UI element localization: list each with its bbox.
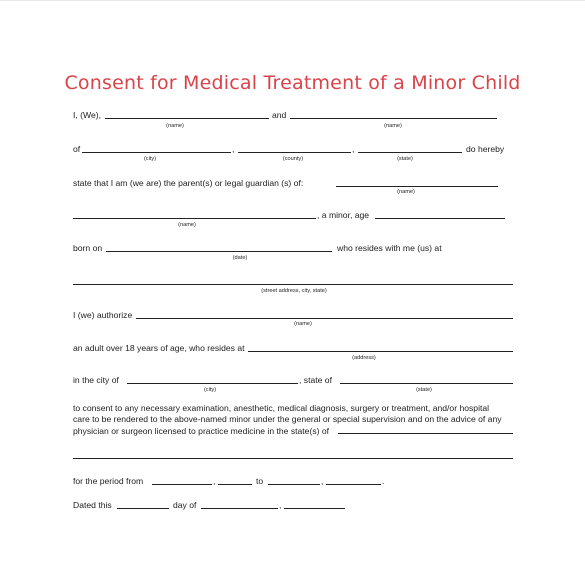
row2-sep2: , (352, 144, 355, 154)
row2-sep1: , (232, 144, 235, 154)
row7-prefix: I (we) authorize (73, 310, 133, 320)
row12-prefix: Dated this (73, 500, 112, 510)
row2-prefix: of (73, 144, 81, 154)
paragraph-line-2: care to be rendered to the above-named minor under the general or special supervision and on the advice of any (73, 414, 502, 425)
row12-sep: , (279, 500, 282, 510)
row11-prefix: for the period from (73, 476, 144, 486)
street-address-line[interactable] (73, 284, 513, 285)
dated-day-line[interactable] (117, 508, 169, 509)
parent1-name-line[interactable] (105, 118, 269, 119)
paragraph-line-1: to consent to any necessary examination, anesthetic, medical diagnosis, surgery or treatment, and/or hospital (73, 403, 490, 413)
authorized-adult-name-line[interactable] (136, 318, 513, 319)
minor-name-line[interactable] (73, 218, 316, 219)
row2-suffix: do hereby (466, 144, 505, 154)
adult-address-line[interactable] (248, 351, 513, 352)
row11-period: . (382, 476, 385, 486)
minor-age-line[interactable] (375, 218, 505, 219)
authorization-paragraph (73, 403, 518, 437)
row1-prefix: I, (We), (73, 110, 102, 120)
row8-prefix: an adult over 18 years of age, who resides at (73, 343, 245, 353)
additional-state-line[interactable] (73, 458, 513, 459)
row12-mid: day of (173, 500, 197, 510)
period-to-line[interactable] (268, 484, 320, 485)
period-from-line[interactable] (152, 484, 212, 485)
state-line[interactable] (358, 152, 462, 153)
practice-state-line[interactable] (338, 433, 513, 434)
page-edge (0, 0, 585, 1)
county-line[interactable] (238, 152, 351, 153)
row8-caption-address: (address) (352, 355, 376, 361)
dated-year-line[interactable] (284, 508, 345, 509)
row3-prefix: state that I am (we are) the parent(s) or legal guardian (s) of: (73, 178, 304, 188)
row9-mid: , state of (299, 375, 332, 385)
row4-caption-name: (name) (178, 222, 196, 228)
minor-name-line-top[interactable] (336, 186, 498, 187)
row6-caption-address: (street address, city, state) (261, 288, 327, 294)
row7-caption-name: (name) (294, 321, 312, 327)
row5-caption-date: (date) (232, 255, 248, 261)
row9-caption-city: (city) (203, 387, 217, 393)
form-title: Consent for Medical Treatment of a Minor Child (64, 72, 521, 94)
row5-suffix: who resides with me (us) at (337, 243, 442, 253)
row9-caption-state: (state) (416, 387, 432, 393)
row11-to: to (256, 476, 264, 486)
row3-caption-name: (name) (397, 189, 415, 195)
birth-date-line[interactable] (106, 251, 332, 252)
period-to-year-line[interactable] (326, 484, 381, 485)
row9-prefix: in the city of (73, 375, 119, 385)
row1-caption-name1: (name) (166, 123, 184, 129)
parent2-name-line[interactable] (290, 118, 497, 119)
dated-month-line[interactable] (201, 508, 278, 509)
row2-caption-state: (state) (397, 156, 413, 162)
paragraph-line-3: physician or surgeon licensed to practice medicine in the state(s) of (73, 425, 330, 436)
row11-sep1: , (213, 476, 216, 486)
row5-prefix: born on (73, 243, 103, 253)
adult-city-line[interactable] (127, 383, 298, 384)
period-from-year-line[interactable] (218, 484, 252, 485)
row1-and: and (272, 110, 287, 120)
adult-state-line[interactable] (340, 383, 513, 384)
row4-mid: , a minor, age (317, 210, 370, 220)
row2-caption-city: (city) (143, 156, 157, 162)
row1-caption-name2: (name) (384, 123, 402, 129)
city-line[interactable] (82, 152, 231, 153)
row2-caption-county: (county) (282, 156, 304, 162)
row11-sep2: , (321, 476, 324, 486)
